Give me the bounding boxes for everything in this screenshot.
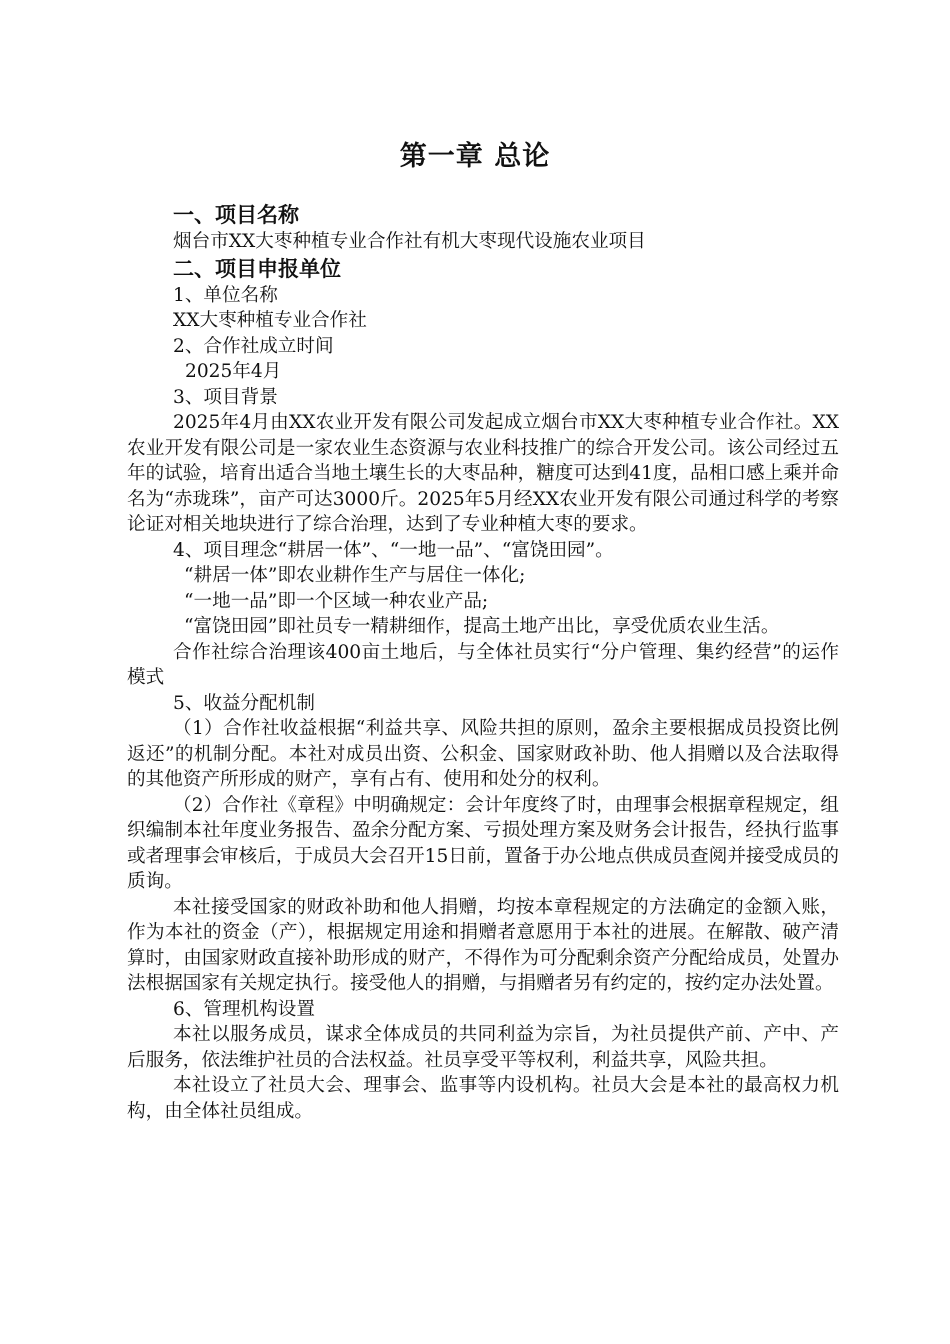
founding-date-text: 2025年4月 xyxy=(185,361,282,382)
item-label-founding-date: 2、合作社成立时间 xyxy=(173,335,334,357)
concept-gengju: “耕居一体”即农业耕作生产与居住一体化; xyxy=(184,565,526,586)
item-label-background: 3、项目背景 xyxy=(173,386,278,408)
section-heading-project-name: 一、项目名称 xyxy=(173,202,299,227)
revenue-paragraph-3: 本社接受国家的财政补助和他人捐赠，均按本章程规定的方法确定的金额入账，作为本社的资金（产），根据规定用途和捐赠者意愿用于本社的进展。在解散、破产清算时，由国家财政直接补助形成的财产，不得作为可分配剩余资产分配给成员，处置办法根据国家有关规定执行。接受他人的捐赠，与捐赠者另有约定的，按约定办法处置。 xyxy=(127,896,839,994)
item-label-revenue: 5、收益分配机制 xyxy=(173,692,315,714)
concept-yidi: “一地一品”即一个区域一种农业产品; xyxy=(184,590,489,612)
project-name-text: 烟台市XX大枣种植专业合作社有机大枣现代设施农业项目 xyxy=(173,231,646,252)
background-paragraph: 2025年4月由XX农业开发有限公司发起成立烟台市XX大枣种植专业合作社。XX农业开发有限公司是一家农业生态资源与农业科技推广的综合开发公司。该公司经过五年的试验，培育出适合当地土壤生长的大枣品种，糖度可达到41度，品相口感上乘并命名为“赤珑珠”，亩产可达3000斤。2025年5月经XX农业开发有限公司通过科学的考察论证对相关地块进行了综合治理，达到了专业种植大枣的要求。 xyxy=(127,412,839,535)
management-paragraph-2: 本社设立了社员大会、理事会、监事等内设机构。社员大会是本社的最高权力机构，由全体社员组成。 xyxy=(127,1075,839,1122)
item-label-concept: 4、项目理念“耕居一体”、“一地一品”、“富饶田园”。 xyxy=(173,539,614,561)
document-body xyxy=(127,201,839,1124)
revenue-paragraph-2: （2）合作社《章程》中明确规定：会计年度终了时，由理事会根据章程规定，组织编制本社年度业务报告、盈余分配方案、亏损处理方案及财务会计报告，经执行监事或者理事会审核后，于成员大会召开15日前，置备于办公地点供成员查阅并接受成员的质询。 xyxy=(127,794,839,892)
management-paragraph-1: 本社以服务成员，谋求全体成员的共同利益为宗旨，为社员提供产前、产中、产后服务，依法维护社员的合法权益。社员享受平等权利，利益共享，风险共担。 xyxy=(127,1024,839,1071)
revenue-paragraph-1: （1）合作社收益根据“利益共享、风险共担的原则，盈余主要根据成员投资比例返还”的机制分配。本社对成员出资、公积金、国家财政补助、他人捐赠以及合法取得的其他资产所形成的财产，享有占有、使用和处分的权利。 xyxy=(127,718,839,790)
operation-mode-paragraph: 合作社综合治理该400亩土地后，与全体社员实行“分户管理、集约经营”的运作模式 xyxy=(127,641,839,688)
item-label-management: 6、管理机构设置 xyxy=(173,998,315,1020)
concept-furao: “富饶田园”即社员专一精耕细作，提高土地产出比，享受优质农业生活。 xyxy=(184,616,780,637)
chapter-title: 第一章 总论 xyxy=(399,141,551,172)
unit-name-text: XX大枣种植专业合作社 xyxy=(173,310,367,331)
item-label-unit-name: 1、单位名称 xyxy=(173,284,278,306)
section-heading-applicant: 二、项目申报单位 xyxy=(173,255,341,281)
